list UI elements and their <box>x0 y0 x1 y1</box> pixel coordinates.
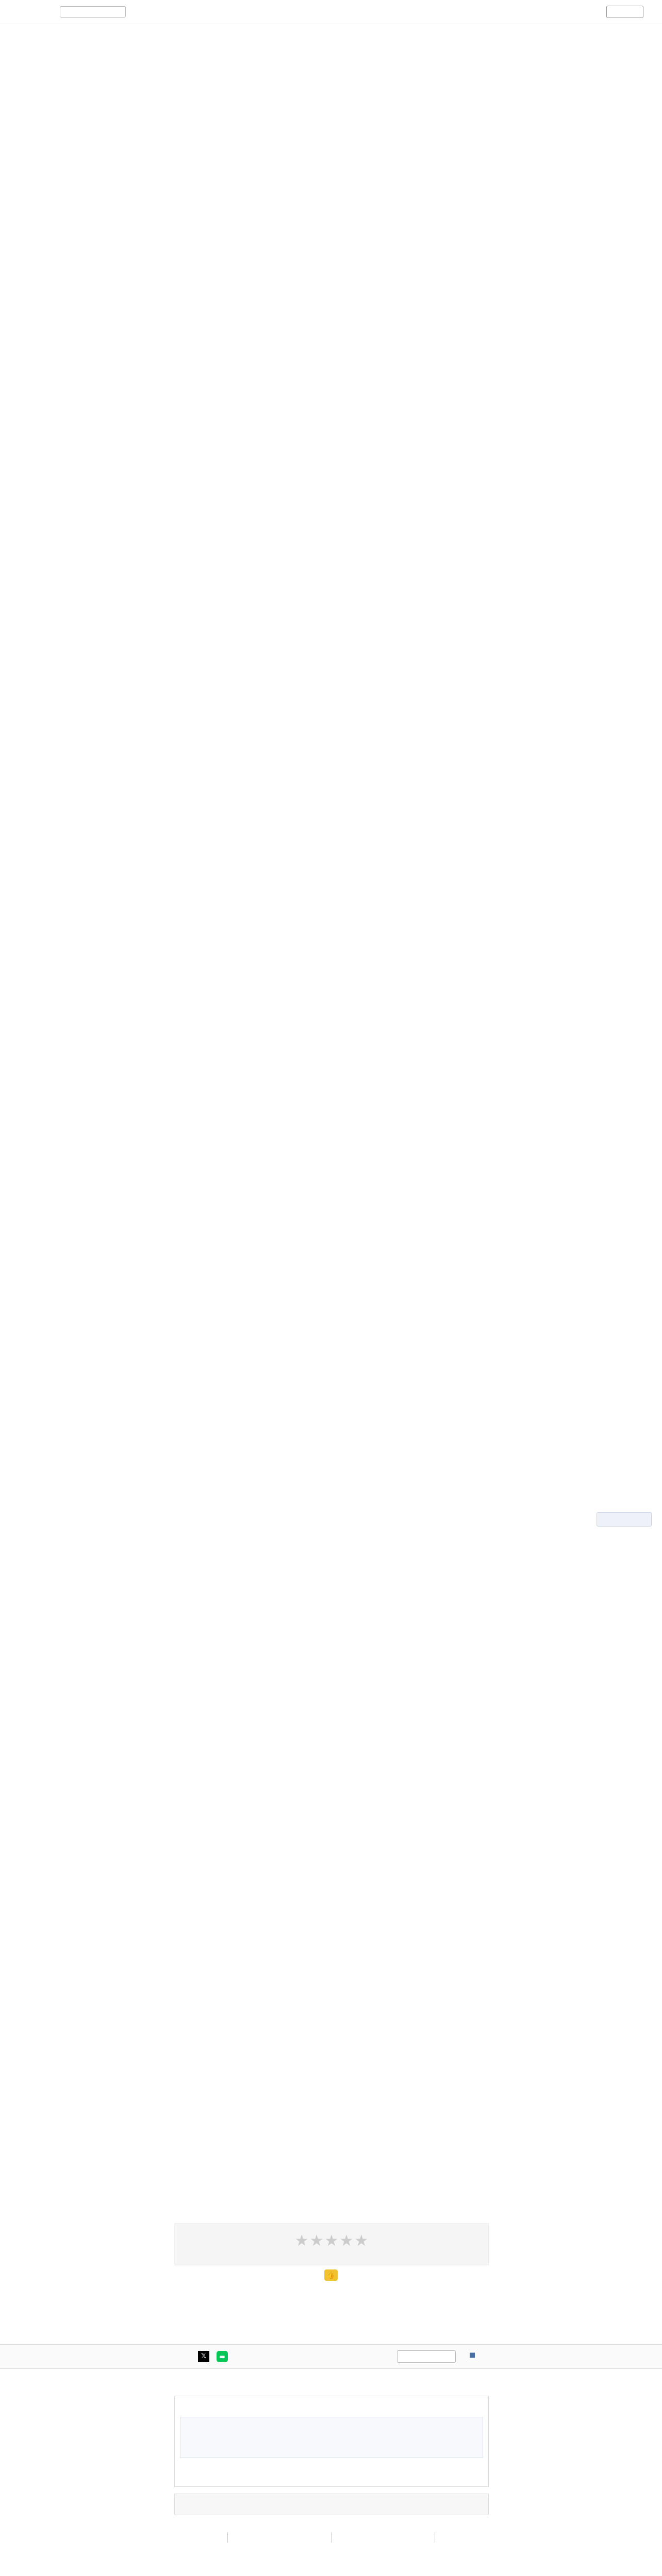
star-icon[interactable]: ★ <box>339 2232 354 2250</box>
footer-link-row <box>0 2532 662 2544</box>
bookmark-button[interactable] <box>397 2350 456 2363</box>
bottom-pager <box>0 2316 662 2324</box>
work-header <box>0 24 505 55</box>
star-rating[interactable] <box>175 2232 488 2250</box>
chapter-body <box>181 134 475 2035</box>
reviews-more-link[interactable] <box>450 2475 481 2482</box>
star-icon[interactable]: ★ <box>324 2232 339 2250</box>
top-pager <box>0 71 662 79</box>
star-icon[interactable]: ★ <box>354 2232 369 2250</box>
rating-note <box>175 2253 488 2261</box>
star-icon[interactable]: ★ <box>309 2232 324 2250</box>
review-form-button[interactable] <box>174 2494 489 2515</box>
rating-box <box>174 2223 489 2265</box>
bookmark-button[interactable] <box>60 6 126 18</box>
review-entry[interactable] <box>180 2417 483 2458</box>
footer-link[interactable] <box>227 2532 331 2543</box>
display-settings-button[interactable] <box>606 6 643 18</box>
thumbs-up-icon[interactable]: 👍 <box>324 2269 338 2281</box>
bookmark-icon[interactable]: ■ <box>469 2351 476 2359</box>
side-tab[interactable] <box>597 1512 652 1527</box>
footer-link[interactable] <box>124 2532 227 2543</box>
footer-link[interactable] <box>331 2532 435 2543</box>
footer-link[interactable] <box>435 2532 538 2543</box>
chapter-title <box>156 88 506 121</box>
chapter-header <box>156 88 506 121</box>
x-logo-icon[interactable]: 𝕏 <box>198 2351 209 2362</box>
star-icon[interactable]: ★ <box>294 2232 309 2250</box>
share-bar <box>0 2344 662 2369</box>
top-navigation <box>0 0 662 24</box>
reviews-panel <box>174 2396 489 2487</box>
login-notice <box>155 33 505 41</box>
like-area <box>0 2269 662 2281</box>
line-logo-icon[interactable]: ▬ <box>217 2351 228 2362</box>
work-info <box>155 47 505 55</box>
